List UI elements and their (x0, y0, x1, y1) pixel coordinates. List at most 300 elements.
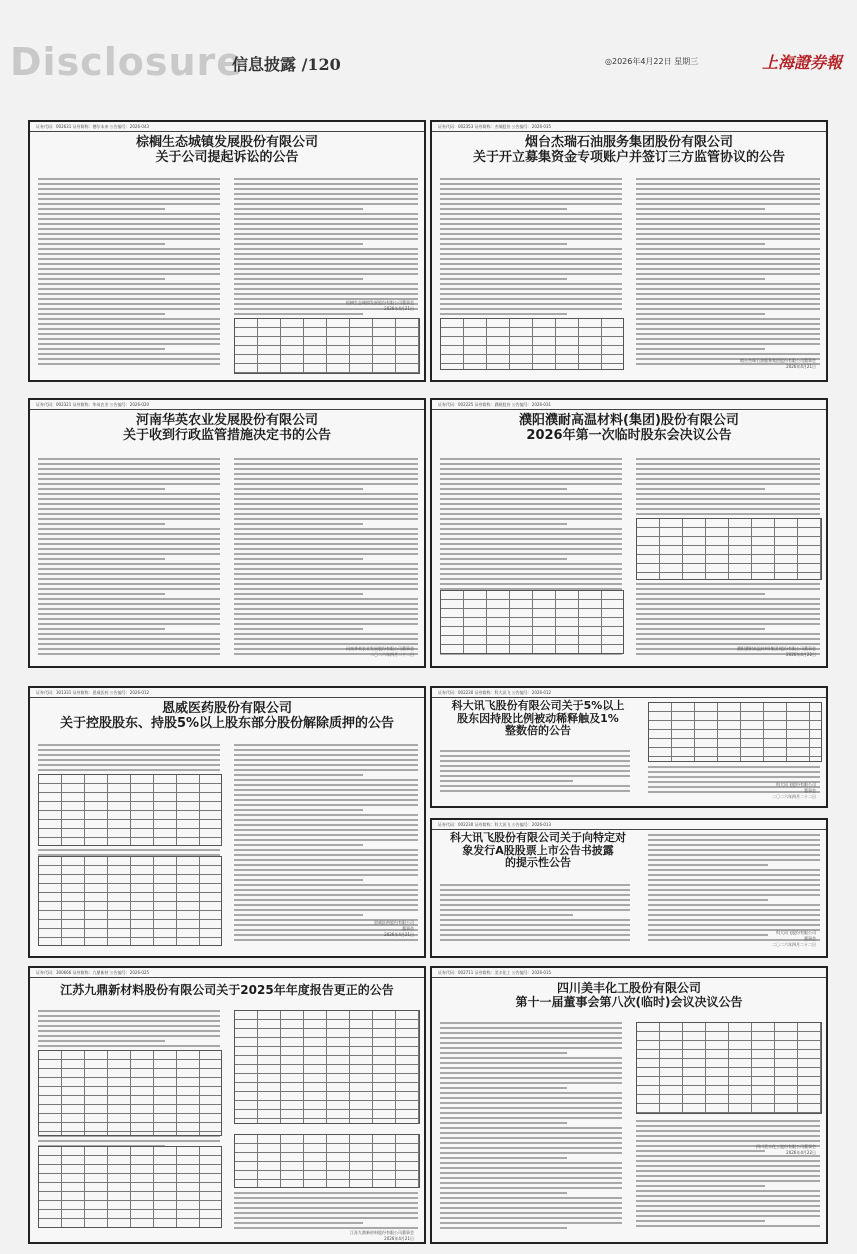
text-line (636, 313, 765, 315)
text-line (440, 765, 630, 767)
text-line (234, 493, 418, 495)
text-line (234, 568, 418, 570)
text-line (440, 483, 622, 485)
notice-title: 棕榈生态城镇发展股份有限公司 关于公司提起诉讼的公告 (135, 135, 318, 165)
text-line (234, 253, 418, 255)
text-line (636, 248, 820, 250)
text-line (38, 363, 220, 365)
text-line (636, 1210, 820, 1212)
text-line (440, 1122, 567, 1124)
notice-code: 证券代码：300666 证券简称：九鼎新材 公告编号：2026-025 (30, 968, 424, 978)
text-line (440, 1157, 567, 1159)
notice-panel (28, 686, 426, 958)
data-table (234, 1010, 420, 1124)
text-line (636, 503, 820, 505)
text-line (38, 243, 165, 245)
text-line (440, 1107, 622, 1109)
text-line (440, 478, 622, 480)
text-line (234, 894, 418, 896)
text-line (440, 1102, 622, 1104)
text-line (38, 613, 220, 615)
text-line (440, 553, 622, 555)
text-line (636, 263, 820, 265)
text-line (440, 278, 567, 280)
notice-panel (28, 398, 426, 668)
text-line (636, 1195, 820, 1197)
text-line (234, 829, 418, 831)
text-line (38, 303, 220, 305)
text-line (648, 766, 820, 768)
text-line (38, 473, 220, 475)
text-line (440, 760, 630, 762)
text-line (440, 884, 630, 886)
notice-panel (28, 966, 426, 1244)
text-line (440, 1172, 622, 1174)
text-line (38, 518, 220, 520)
text-line (440, 283, 622, 285)
text-line (38, 333, 220, 335)
text-line (234, 824, 418, 826)
text-line (636, 203, 820, 205)
text-line (636, 478, 820, 480)
text-line (636, 1190, 820, 1192)
text-line (38, 278, 165, 280)
text-line (636, 633, 820, 635)
text-line (648, 934, 768, 936)
text-line (440, 563, 622, 565)
text-line (234, 283, 418, 285)
text-line (38, 483, 220, 485)
text-line (234, 643, 418, 645)
data-table (234, 1134, 420, 1188)
text-line (636, 588, 820, 590)
text-line (38, 754, 220, 756)
text-line (636, 628, 765, 630)
data-table (234, 318, 420, 374)
text-line (636, 323, 820, 325)
text-line (38, 593, 165, 595)
text-line (38, 628, 165, 630)
text-line (440, 503, 622, 505)
text-line (648, 919, 820, 921)
text-line (234, 228, 418, 230)
text-line (636, 243, 765, 245)
text-line (38, 263, 220, 265)
text-line (234, 463, 418, 465)
text-line (440, 583, 622, 585)
text-line (38, 538, 220, 540)
text-line (636, 608, 820, 610)
text-line (234, 543, 418, 545)
text-line (636, 223, 820, 225)
text-line (440, 1027, 622, 1029)
text-line (440, 458, 622, 460)
text-line (38, 598, 220, 600)
data-table (38, 1050, 222, 1136)
text-line (440, 308, 622, 310)
notice-code: 证券代码：002230 证券简称：科大讯飞 公告编号：2026-012 (432, 688, 826, 698)
text-line (234, 1222, 363, 1224)
text-line (636, 268, 820, 270)
notice-panel (430, 398, 828, 668)
notice-panel (28, 120, 426, 382)
text-line (440, 934, 630, 936)
text-line (234, 884, 418, 886)
notice-code: 证券代码：002353 证券简称：杰瑞股份 公告编号：2026-035 (432, 122, 826, 132)
body-text-col2 (234, 744, 418, 944)
text-line (234, 573, 418, 575)
text-line (234, 183, 418, 185)
text-line (234, 268, 418, 270)
text-line (38, 238, 220, 240)
text-line (636, 213, 820, 215)
notice-panel (430, 966, 828, 1244)
text-line (234, 839, 418, 841)
text-line (234, 754, 418, 756)
text-line (636, 338, 820, 340)
text-line (38, 218, 220, 220)
text-line (440, 488, 567, 490)
text-line (234, 749, 418, 751)
body-text-col1 (440, 884, 630, 944)
text-line (440, 1177, 622, 1179)
text-line (234, 468, 418, 470)
text-line (440, 1162, 622, 1164)
body-text-col2 (648, 834, 820, 944)
text-line (234, 859, 418, 861)
text-line (440, 273, 622, 275)
notice-title: 恩威医药股份有限公司 关于控股股东、持股5%以上股东部分股份解除质押的公告 (59, 701, 395, 731)
text-line (38, 1140, 220, 1142)
text-line (234, 814, 418, 816)
text-line (636, 513, 820, 515)
text-line (440, 178, 622, 180)
text-line (234, 583, 418, 585)
text-line (636, 353, 820, 355)
text-line (440, 1132, 622, 1134)
text-line (440, 1037, 622, 1039)
text-line (636, 1170, 820, 1172)
text-line (648, 874, 820, 876)
text-line (648, 864, 768, 866)
text-line (636, 468, 820, 470)
text-line (440, 293, 622, 295)
text-line (636, 303, 820, 305)
text-line (38, 648, 220, 650)
text-line (38, 468, 220, 470)
body-text-col2 (636, 1120, 820, 1230)
body-text-col2 (234, 1192, 418, 1232)
notice-signature: 恩威医药股份有限公司 董事会 2026年4月21日 (374, 920, 414, 937)
text-line (440, 785, 630, 787)
text-line (440, 1052, 567, 1054)
text-line (636, 473, 820, 475)
text-line (234, 608, 418, 610)
text-line (440, 468, 622, 470)
text-line (234, 879, 363, 881)
text-line (234, 563, 418, 565)
text-line (648, 894, 820, 896)
text-line (38, 308, 220, 310)
text-line (636, 333, 820, 335)
text-line (38, 343, 220, 345)
text-line (440, 538, 622, 540)
text-line (440, 513, 622, 515)
text-line (440, 558, 567, 560)
text-line (234, 203, 418, 205)
text-line (636, 1160, 820, 1162)
text-line (38, 188, 220, 190)
text-line (648, 834, 820, 836)
text-line (440, 1082, 622, 1084)
text-line (440, 193, 622, 195)
text-line (234, 638, 418, 640)
text-line (234, 764, 418, 766)
text-line (440, 1042, 622, 1044)
text-line (636, 198, 820, 200)
text-line (636, 348, 765, 350)
text-line (636, 308, 820, 310)
text-line (234, 1227, 418, 1229)
text-line (440, 238, 622, 240)
text-line (234, 213, 418, 215)
text-line (38, 493, 220, 495)
text-line (636, 183, 820, 185)
text-line (636, 463, 820, 465)
text-line (648, 914, 820, 916)
text-line (440, 208, 567, 210)
text-line (440, 1227, 567, 1229)
notice-signature: 烟台杰瑞石油服务集团股份有限公司董事会 2026年4月21日 (740, 358, 816, 369)
text-line (440, 1057, 622, 1059)
text-line (38, 203, 220, 205)
notice-title: 烟台杰瑞石油服务集团股份有限公司 关于开立募集资金专项账户并签订三方监管协议的公告 (472, 135, 785, 165)
text-line (440, 750, 630, 752)
text-line (440, 1222, 622, 1224)
text-line (234, 744, 418, 746)
text-line (648, 884, 820, 886)
text-line (440, 523, 567, 525)
notice-signature: 棕榈生态城镇发展股份有限公司董事会 2026年4月21日 (346, 300, 414, 311)
text-line (636, 1225, 820, 1227)
text-line (38, 1015, 220, 1017)
text-line (38, 283, 220, 285)
text-line (440, 1137, 622, 1139)
text-line (234, 904, 418, 906)
text-line (440, 1187, 622, 1189)
text-line (234, 243, 363, 245)
text-line (440, 1062, 622, 1064)
text-line (38, 849, 220, 851)
text-line (440, 188, 622, 190)
text-line (234, 914, 363, 916)
text-line (38, 213, 220, 215)
text-line (636, 583, 820, 585)
text-line (648, 904, 820, 906)
text-line (234, 849, 418, 851)
text-line (636, 508, 820, 510)
text-line (648, 839, 820, 841)
text-line (234, 478, 418, 480)
text-line (38, 1035, 220, 1037)
text-line (440, 1097, 622, 1099)
text-line (38, 618, 220, 620)
text-line (38, 1025, 220, 1027)
text-line (636, 258, 820, 260)
text-line (234, 603, 418, 605)
text-line (38, 273, 220, 275)
text-line (440, 1127, 622, 1129)
text-line (440, 770, 630, 772)
text-line (440, 924, 630, 926)
text-line (440, 218, 622, 220)
text-line (440, 1087, 567, 1089)
text-line (636, 193, 820, 195)
text-line (38, 1030, 220, 1032)
text-line (38, 1020, 220, 1022)
text-line (38, 623, 220, 625)
text-line (636, 458, 820, 460)
text-line (636, 638, 820, 640)
text-line (234, 258, 418, 260)
text-line (38, 198, 220, 200)
text-line (440, 929, 630, 931)
text-line (440, 228, 622, 230)
text-line (234, 1207, 418, 1209)
text-line (648, 849, 820, 851)
text-line (648, 854, 820, 856)
text-line (38, 323, 220, 325)
text-line (440, 1067, 622, 1069)
text-line (234, 238, 418, 240)
text-line (636, 1175, 820, 1177)
text-line (234, 248, 418, 250)
data-table (636, 518, 822, 580)
text-line (38, 633, 220, 635)
text-line (636, 188, 820, 190)
text-line (440, 493, 622, 495)
text-line (648, 899, 768, 901)
text-line (38, 498, 220, 500)
text-line (234, 623, 418, 625)
text-line (636, 493, 820, 495)
text-line (636, 1140, 820, 1142)
notice-code: 证券代码：002225 证券简称：濮耐股份 公告编号：2026-031 (432, 400, 826, 410)
text-line (234, 208, 363, 210)
data-table (38, 856, 222, 946)
text-line (636, 1150, 765, 1152)
notice-panel (430, 120, 828, 382)
text-line (440, 1047, 622, 1049)
text-line (636, 1165, 820, 1167)
text-line (440, 919, 630, 921)
body-text-col2 (234, 458, 418, 658)
text-line (234, 789, 418, 791)
notice-panel (430, 686, 828, 808)
text-line (234, 523, 363, 525)
text-line (440, 253, 622, 255)
text-line (234, 1217, 418, 1219)
text-line (234, 779, 418, 781)
text-line (38, 488, 165, 490)
text-line (38, 749, 220, 751)
notice-title: 河南华英农业发展股份有限公司 关于收到行政监管措施决定书的公告 (122, 413, 331, 443)
notice-title: 江苏九鼎新材料股份有限公司关于2025年年度报告更正的公告 (60, 983, 394, 997)
text-line (38, 769, 220, 771)
text-line (636, 233, 820, 235)
text-line (234, 1212, 418, 1214)
text-line (440, 498, 622, 500)
notice-title: 四川美丰化工股份有限公司 第十一届董事会第八次(临时)会议决议公告 (515, 981, 743, 1009)
text-line (440, 233, 622, 235)
text-line (38, 608, 220, 610)
text-line (440, 1167, 622, 1169)
text-line (636, 343, 820, 345)
text-line (234, 784, 418, 786)
text-line (234, 273, 418, 275)
text-line (234, 799, 418, 801)
text-line (234, 233, 418, 235)
text-line (440, 914, 573, 916)
text-line (38, 563, 220, 565)
text-line (636, 1185, 765, 1187)
text-line (38, 603, 220, 605)
text-line (440, 568, 622, 570)
text-line (38, 253, 220, 255)
text-line (234, 198, 418, 200)
text-line (38, 193, 220, 195)
notice-code: 证券代码：002230 证券简称：科大讯飞 公告编号：2026-013 (432, 820, 826, 830)
text-line (636, 623, 820, 625)
text-line (234, 288, 418, 290)
text-line (440, 1147, 622, 1149)
body-text-col1 (440, 750, 630, 795)
text-line (636, 218, 820, 220)
text-line (648, 869, 820, 871)
text-line (636, 618, 820, 620)
text-line (38, 764, 220, 766)
text-line (234, 628, 363, 630)
text-line (234, 1192, 418, 1194)
text-line (636, 1220, 765, 1222)
text-line (636, 1135, 820, 1137)
text-line (38, 548, 220, 550)
text-line (440, 1197, 622, 1199)
text-line (38, 553, 220, 555)
text-line (636, 253, 820, 255)
text-line (636, 238, 820, 240)
text-line (636, 598, 820, 600)
body-text-col2 (636, 178, 820, 368)
text-line (648, 909, 820, 911)
text-line (636, 603, 820, 605)
paper-logo: 上海證券報 (762, 53, 843, 72)
text-line (440, 533, 622, 535)
text-line (440, 755, 630, 757)
text-line (38, 573, 220, 575)
text-line (636, 208, 765, 210)
notice-code: 证券代码：002711 证券简称：美丰化工 公告编号：2026-015 (432, 968, 826, 978)
text-line (38, 338, 220, 340)
text-line (38, 258, 220, 260)
text-line (234, 598, 418, 600)
text-line (440, 889, 630, 891)
text-line (234, 869, 418, 871)
text-line (440, 578, 622, 580)
text-line (234, 844, 363, 846)
text-line (636, 483, 820, 485)
text-line (440, 1217, 622, 1219)
